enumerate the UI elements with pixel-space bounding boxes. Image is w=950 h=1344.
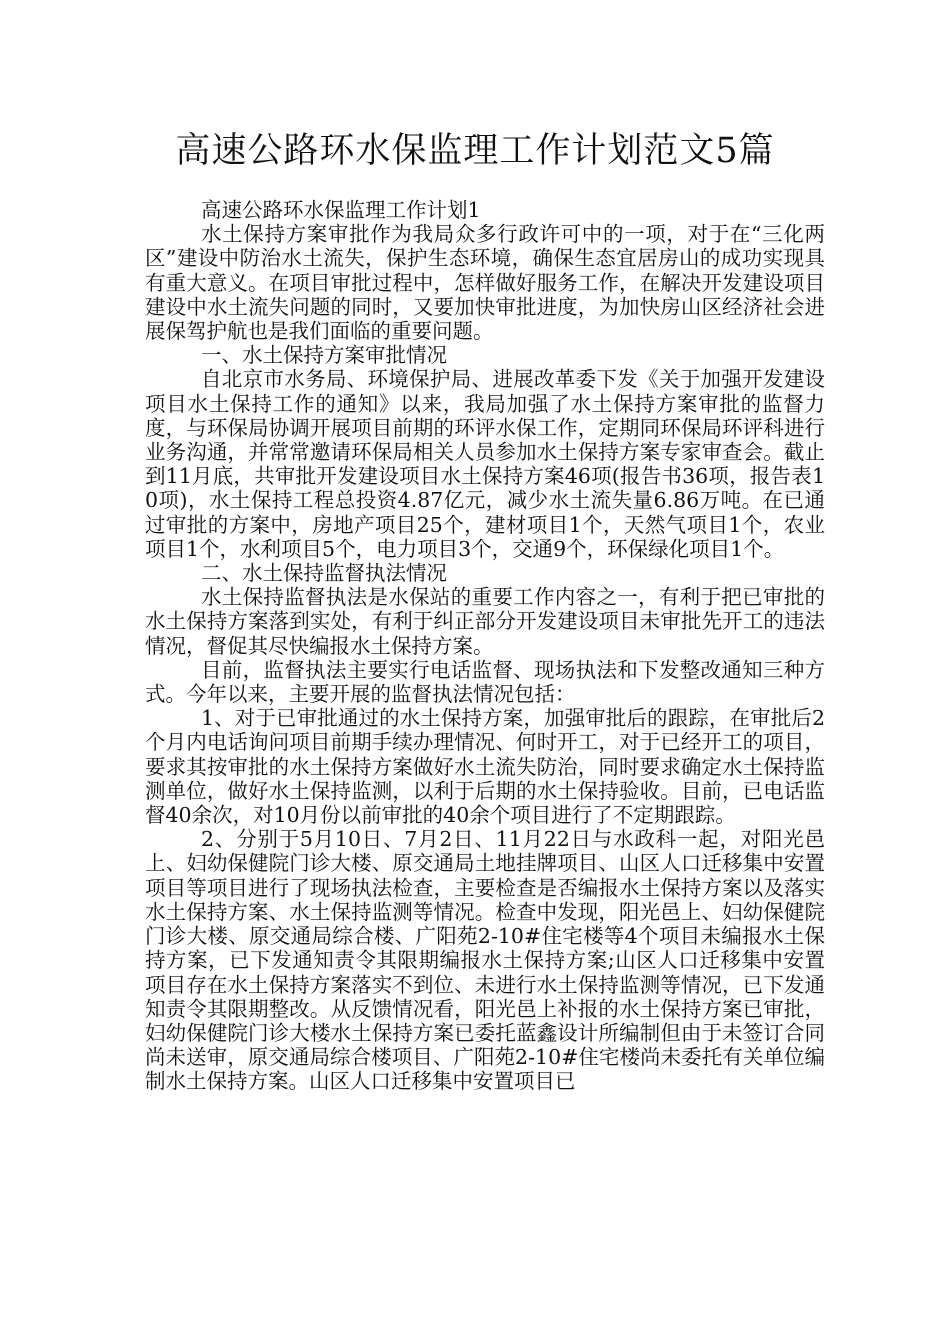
paragraph: 水土保持监督执法是水保站的重要工作内容之一，有利于把已审批的水土保持方案落到实处，有利于纠正部分开发建设项目未审批先开工的违法情况，督促其尽快编报水土保持方案。 [145,585,825,658]
section-heading: 二、水土保持监督执法情况 [201,561,447,586]
section-heading: 一、水土保持方案审批情况 [201,343,447,368]
paragraph: 2、分别于5月10日、7月2日、11月22日与水政科一起，对阳光邑上、妇幼保健院门诊大楼、原交通局土地挂牌项目、山区人口迁移集中安置项目等项目进行了现场执法检查，主要检查是否编报水土保持方案以及落实水土保持方案、水土保持监测等情况。检查中发现，阳光邑上、妇幼保健院门诊大楼、原交通局综合楼、广阳苑2-10#住宅楼等4个项目未编报水土保持方案，已下发通知责令其限期编报水土保持方案;山区人口迁移集中安置项目存在水土保持方案落实不到位、未进行水土保持监测等情况，已下发通知责令其限期整改。从反馈情况看，阳光邑上补报的水土保持方案已审批，妇幼保健院门诊大楼水土保持方案已委托蓝鑫设计所编制但由于未签订合同尚未送审，原交通局综合楼项目、广阳苑2-10#住宅楼尚未委托有关单位编制水土保持方案。山区人口迁移集中安置项目已 [145,827,825,1094]
paragraph: 1、对于已审批通过的水土保持方案，加强审批后的跟踪，在审批后2个月内电话询问项目前期手续办理情况、何时开工，对于已经开工的项目，要求其按审批的水土保持方案做好水土流失防治，同时要求确定水土保持监测单位，做好水土保持监测，以利于后期的水土保持验收。目前，已电话监督40余次，对10月份以前审批的40余个项目进行了不定期跟踪。 [145,706,825,828]
paragraph: 自北京市水务局、环境保护局、进展改革委下发《关于加强开发建设项目水土保持工作的通知》以来，我局加强了水土保持方案审批的监督力度，与环保局协调开展项目前期的环评水保工作，定期同环保局环评科进行业务沟通，并常常邀请环保局相关人员参加水土保持方案专家审查会。截止到11月底，共审批开发建设项目水土保持方案46项(报告书36项，报告表10项)，水土保持工程总投资4.87亿元，减少水土流失量6.86万吨。在已通过审批的方案中，房地产项目25个，建材项目1个，天然气项目1个，农业项目1个，水利项目5个，电力项目3个，交通9个，环保绿化项目1个。 [145,367,825,561]
document-title: 高速公路环水保监理工作计划范文5篇 [175,131,775,171]
section-subtitle: 高速公路环水保监理工作计划1 [201,198,481,222]
document-body [145,198,825,1094]
paragraph: 目前，监督执法主要实行电话监督、现场执法和下发整改通知三种方式。今年以来，主要开展的监督执法情况包括： [145,657,825,707]
paragraph: 水土保持方案审批作为我局众多行政许可中的一项，对于在“三化两区”建设中防治水土流失，保护生态环境，确保生态宜居房山的成功实现具有重大意义。在项目审批过程中，怎样做好服务工作，在解决开发建设项目建设中水土流失问题的同时，又要加快审批进度，为加快房山区经济社会进展保驾护航也是我们面临的重要问题。 [145,222,825,344]
